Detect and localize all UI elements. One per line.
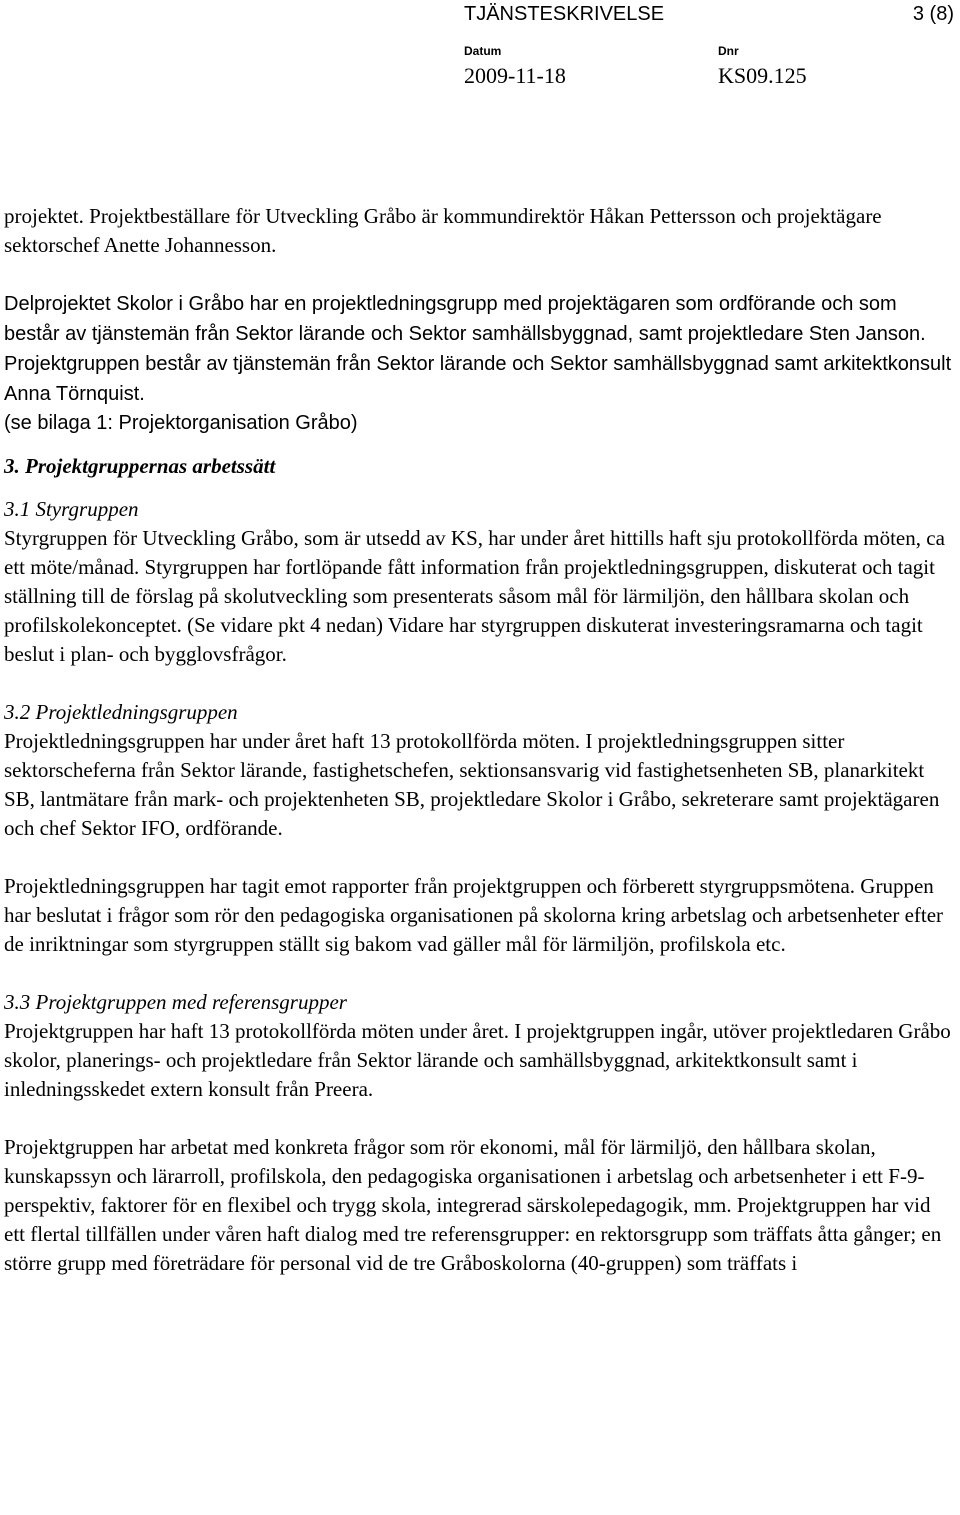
paragraph-intro: projektet. Projektbeställare för Utveckling Gråbo är kommundirektör Håkan Pettersson och projektägare sektorschef Anette Johannesson.	[4, 204, 882, 257]
section-3-3-text: Projektgruppen har haft 13 protokollförda möten under året. I projektgruppen ingår, utöver projektledaren Gråbo skolor, planerings- och projektledare från Sektor lärande och samhällsbyggnad, arkitektkonsult samt i inledningsskedet extern konsult från Preera.	[4, 1019, 951, 1101]
document-type: TJÄNSTESKRIVELSE	[464, 3, 665, 25]
organisation-text: Delprojektet Skolor i Gråbo har en projektledningsgrupp med projektägaren som ordförande och som består av tjänstemän från Sektor lärande och Sektor samhällsbyggnad, samt projektledare Sten Janson.	[4, 293, 926, 345]
section-3-1-heading: 3.1 Styrgruppen	[4, 497, 139, 521]
document-body	[4, 202, 954, 1278]
section-3-3-heading: 3.3 Projektgruppen med referensgrupper	[4, 990, 347, 1014]
section-3-3-text-continued: Projektgruppen har arbetat med konkreta frågor som rör ekonomi, mål för lärmiljö, den hållbara skolan, kunskapssyn och lärarroll, profilskola, den pedagogiska organisationen i arbetslag och arbetsenheter i ett F-9-perspektiv, faktorer för en flexibel och trygg skola, integrerad särskolepedagogik, mm. Projektgruppen har vid ett flertal tillfällen under våren haft dialog med tre referensgrupper: en rektorsgrupp som träffats åtta gånger; en större grupp med företrädare för personal vid de tre Gråboskolorna (40-gruppen) som träffats i	[4, 1135, 942, 1275]
appendix-reference: (se bilaga 1: Projektorganisation Gråbo)	[4, 412, 358, 434]
paragraph-organisation	[4, 289, 954, 409]
dnr-value: KS09.125	[718, 63, 807, 88]
section-3-2-heading: 3.2 Projektledningsgruppen	[4, 700, 238, 724]
section-3-2-text: Projektledningsgruppen har under året haft 13 protokollförda möten. I projektledningsgruppen sitter sektorscheferna från Sektor lärande, fastighetschefen, sektionsansvarig vid fastighetsenheten SB, planarkitekt SB, lantmätare från mark- och projektenheten SB, projektledare Skolor i Gråbo, sekreterare samt projektägaren och chef Sektor IFO, ordförande.	[4, 729, 940, 840]
date-value: 2009-11-18	[464, 63, 566, 88]
date-label: Datum	[464, 44, 502, 58]
section-3-2-text-continued: Projektledningsgruppen har tagit emot rapporter från projektgruppen och förberett styrgruppsmötena. Gruppen har beslutat i frågor som rör den pedagogiska organisationen på skolorna kring arbetslag och arbetsenheter efter de inriktningar som styrgruppen ställt sig bakom vad gäller mål för lärmiljön, profilskola etc.	[4, 874, 944, 956]
page-number: 3 (8)	[912, 3, 954, 25]
organisation-text-continued: Projektgruppen består av tjänstemän från Sektor lärande och Sektor samhällsbyggnad samt arkitektkonsult Anna Törnquist.	[4, 353, 952, 405]
section-3-heading: 3. Projektgruppernas arbetssätt	[4, 454, 276, 478]
section-3-1-text: Styrgruppen för Utveckling Gråbo, som är utsedd av KS, har under året hittills haft sju protokollförda möten, ca ett möte/månad. Styrgruppen har fortlöpande fått information från projektledningsgruppen, diskuterat och tagit ställning till de förslag på skolutveckling som presenterats såsom mål för lärmiljön, den hållbara skolan och profilskolekonceptet. (Se vidare pkt 4 nedan) Vidare har styrgruppen diskuterat investeringsramarna och tagit beslut i plan- och bygglovsfrågor.	[4, 526, 945, 666]
dnr-label: Dnr	[718, 44, 739, 58]
